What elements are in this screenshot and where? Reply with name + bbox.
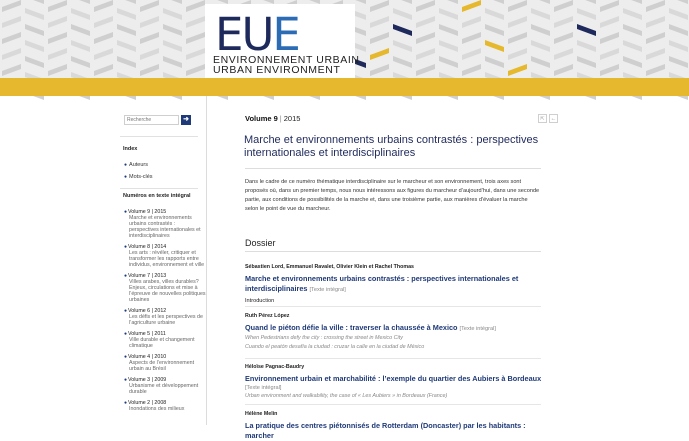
volume-label [245, 114, 300, 123]
pattern-chevron [600, 16, 619, 28]
pattern-chevron [531, 56, 550, 68]
pattern-chevron [600, 48, 619, 60]
volume-number: Volume 9 [245, 114, 278, 123]
pattern-chevron [94, 0, 113, 12]
volume-desc: Marche et environnements urbains contrastés : perspectives internationales et interdisciplinaires [129, 215, 201, 239]
pattern-chevron [462, 0, 481, 12]
pattern-chevron [140, 32, 159, 44]
divider [245, 251, 541, 252]
pattern-chevron [117, 8, 136, 20]
article-authors: Sébastien Lord, Emmanuel Ravalet, Olivier Klein et Rachel Thomas [245, 264, 414, 270]
volume-desc: Les arts : révéler, critiquer et transformer les rapports entre individus, environnement et ville [129, 250, 205, 268]
article-subtitle: Introduction [245, 298, 275, 304]
pattern-chevron [2, 48, 21, 60]
pattern-chevron [439, 24, 458, 36]
bullet-icon: ● [124, 308, 128, 314]
article-divider [245, 358, 541, 359]
pattern-chevron [646, 16, 665, 28]
pattern-chevron [554, 64, 573, 76]
pattern-chevron [577, 56, 596, 68]
pattern-chevron [462, 16, 481, 28]
pattern-chevron [117, 40, 136, 52]
pattern-chevron [669, 56, 688, 68]
pattern-chevron [25, 24, 44, 36]
volume-item[interactable] [124, 354, 206, 372]
pattern-chevron [25, 56, 44, 68]
pattern-chevron [25, 40, 44, 52]
header-yellow-band [0, 78, 689, 96]
pattern-chevron [163, 40, 182, 52]
pattern-chevron [669, 24, 688, 36]
pattern-chevron [531, 8, 550, 20]
index-link-label: Mots-clés [129, 174, 153, 180]
nav-up-button[interactable] [538, 114, 547, 123]
article-translation-en: Urban environment and walkability, the case of « Les Aubiers » in Bordeaux (France) [245, 393, 448, 399]
volume-desc: Aspects de l’environnement urbain au Brésil [129, 360, 195, 372]
pattern-chevron [393, 56, 412, 68]
pattern-chevron [71, 24, 90, 36]
bullet-icon: ● [124, 209, 128, 215]
pattern-chevron [48, 48, 67, 60]
article-title [245, 374, 545, 384]
arrow-right-icon: ➜ [183, 116, 189, 123]
pattern-chevron [140, 64, 159, 76]
pattern-chevron [531, 0, 550, 4]
pattern-chevron [71, 0, 90, 4]
section-heading-dossier: Dossier [245, 238, 276, 248]
pattern-chevron [370, 0, 389, 12]
bullet-icon: ● [124, 244, 128, 250]
pattern-chevron [94, 64, 113, 76]
pattern-chevron [416, 64, 435, 76]
pattern-chevron [370, 64, 389, 76]
pattern-chevron [554, 0, 573, 12]
pattern-chevron [462, 32, 481, 44]
volume-label: Volume 8 | 2014 [128, 244, 167, 250]
pattern-chevron [117, 24, 136, 36]
pattern-chevron [186, 16, 205, 28]
pattern-chevron [439, 8, 458, 20]
full-text-link[interactable]: [Texte intégral] [245, 385, 282, 391]
sidebar-divider [120, 136, 198, 137]
pattern-chevron [2, 64, 21, 76]
pattern-chevron [2, 16, 21, 28]
bullet-icon: ● [124, 331, 128, 337]
issues-heading: Numéros en texte intégral [123, 193, 191, 199]
pattern-chevron [669, 40, 688, 52]
sidebar [0, 96, 207, 425]
full-text-link[interactable]: [Texte intégral] [459, 326, 496, 332]
pattern-chevron [25, 8, 44, 20]
pattern-chevron [370, 32, 389, 44]
volume-label: Volume 4 | 2010 [128, 354, 167, 360]
article-title-link[interactable]: Environnement urbain et marchabilité : l’exemple du quartier des Aubiers à Bordeaux [245, 374, 542, 383]
pattern-chevron [623, 0, 642, 4]
index-link-label: Auteurs [129, 162, 148, 168]
pattern-chevron [577, 0, 596, 4]
pattern-chevron [393, 40, 412, 52]
article-authors: Hélène Melin [245, 411, 278, 417]
pattern-chevron [186, 32, 205, 44]
volume-item[interactable] [124, 273, 206, 303]
pattern-chevron [2, 32, 21, 44]
logo-subtitle-en: URBAN ENVIRONMENT [213, 64, 341, 76]
index-heading: Index [123, 146, 138, 152]
logo[interactable] [215, 8, 299, 61]
volume-year: 2015 [283, 114, 301, 123]
pattern-chevron [554, 32, 573, 44]
article-entry [245, 364, 545, 401]
pattern-chevron [554, 16, 573, 28]
volume-label: Volume 5 | 2011 [128, 331, 166, 337]
sidebar-divider [120, 188, 198, 189]
article-title [245, 323, 545, 334]
volume-label: Volume 7 | 2013 [128, 273, 167, 279]
volume-list [124, 209, 206, 417]
pattern-chevron [485, 8, 504, 20]
volume-label: Volume 2 | 2008 [128, 400, 167, 406]
bullet-icon: ● [124, 354, 128, 360]
volume-desc: Urbanisme et développement durable [129, 383, 199, 395]
bullet-icon: ● [124, 377, 128, 383]
pattern-chevron [140, 0, 159, 12]
issue-intro: Dans le cadre de ce numéro thématique interdisciplinaire sur le marcheur et son environnement, trois axes sont proposés où, dans un premier temps, nous nous intéressons aux figures du marcheur d’aujourd’hui, dans une seconde partie, aux conditions de possibilités de la marche et, dans une troisième partie, aux manières d’évaluer la marche selon le point de vue du marcheur. [245, 179, 540, 212]
pattern-chevron [623, 24, 642, 36]
pattern-chevron [439, 40, 458, 52]
pattern-chevron [393, 24, 412, 36]
pattern-chevron [577, 8, 596, 20]
article-translation-es: Cuando el peatón desafía la ciudad : cruzar la calle en la ciudad de México [245, 344, 425, 350]
issue-title: Marche et environnements urbains contrastés : perspectives internationales et interdisciplinaires [244, 134, 539, 159]
pattern-chevron [646, 64, 665, 76]
index-link-authors[interactable] [124, 162, 148, 168]
bullet-icon: ● [124, 273, 128, 279]
logo-letter-u: U [241, 8, 273, 61]
pattern-chevron [2, 0, 21, 12]
pattern-chevron [393, 8, 412, 20]
pattern-chevron [669, 0, 688, 4]
pattern-chevron [186, 0, 205, 12]
header-banner [0, 0, 689, 78]
volume-item[interactable] [124, 400, 206, 412]
volume-desc: Villes arabes, villes durables? Enjeux, circulations et mise à l’épreuve de nouvelles politiques urbaines [129, 279, 206, 303]
pattern-chevron [163, 24, 182, 36]
pattern-chevron [623, 8, 642, 20]
pattern-chevron [163, 8, 182, 20]
pattern-chevron [94, 16, 113, 28]
pattern-chevron [600, 64, 619, 76]
pattern-chevron [370, 16, 389, 28]
article-title-link[interactable]: Quand le piéton défie la ville : traverser la chaussée à Mexico [245, 323, 458, 332]
pattern-chevron [48, 32, 67, 44]
article-title [245, 421, 545, 441]
pattern-chevron [646, 0, 665, 12]
pattern-chevron [508, 32, 527, 44]
article-title-link[interactable]: La pratique des centres piétonnisés de Rotterdam (Doncaster) par les habitants : marcher [245, 421, 526, 440]
pattern-chevron [416, 32, 435, 44]
pattern-chevron [117, 0, 136, 4]
article-entry [245, 313, 545, 352]
logo-subtitle-fr: ENVIRONNEMENT URBAIN [213, 54, 360, 66]
pattern-chevron [48, 16, 67, 28]
volume-item[interactable] [124, 308, 206, 326]
volume-item[interactable] [124, 377, 206, 395]
pattern-chevron [531, 24, 550, 36]
pattern-chevron [163, 0, 182, 4]
pattern-chevron [48, 64, 67, 76]
search-input[interactable] [124, 115, 179, 125]
pattern-chevron [577, 40, 596, 52]
pattern-chevron [623, 40, 642, 52]
search-button[interactable] [181, 115, 191, 125]
up-arrow-icon: ⇱ [540, 116, 545, 122]
divider [245, 168, 541, 169]
pattern-chevron [94, 48, 113, 60]
main-content [208, 96, 689, 440]
pattern-chevron [186, 48, 205, 60]
volume-label: Volume 6 | 2012 [128, 308, 167, 314]
pattern-chevron [508, 16, 527, 28]
bullet-icon: ● [124, 162, 128, 168]
logo-letter-e: E [215, 8, 242, 61]
pattern-chevron [140, 48, 159, 60]
volume-label: Volume 9 | 2015 [128, 209, 167, 215]
pattern-chevron [439, 56, 458, 68]
index-link-keywords[interactable] [124, 174, 153, 180]
pattern-chevron [439, 0, 458, 4]
article-title-link[interactable]: Marche et environnements urbains contrastés : perspectives internationales et interdisciplinaires [245, 274, 519, 293]
pattern-chevron [554, 48, 573, 60]
volume-label: Volume 3 | 2009 [128, 377, 167, 383]
pattern-chevron [577, 24, 596, 36]
volume-desc: Inondations des milieux [129, 406, 185, 412]
logo-letter-e-blue: E [272, 8, 299, 61]
arrow-left-icon: ← [550, 116, 557, 122]
pattern-chevron [71, 8, 90, 20]
pattern-chevron [94, 32, 113, 44]
volume-desc: Ville durable et changement climatique [129, 337, 195, 349]
pattern-chevron [71, 56, 90, 68]
pattern-chevron [462, 64, 481, 76]
pattern-chevron [393, 0, 412, 4]
pattern-chevron [646, 32, 665, 44]
pattern-chevron [623, 56, 642, 68]
article-divider [245, 306, 541, 307]
nav-previous-button[interactable] [549, 114, 558, 123]
pattern-chevron [416, 48, 435, 60]
pattern-chevron [531, 40, 550, 52]
pattern-chevron [600, 32, 619, 44]
volume-desc: Les défis et les perspectives de l’agriculture urbaine [129, 314, 203, 326]
pattern-chevron [416, 0, 435, 12]
pattern-chevron [140, 16, 159, 28]
pattern-chevron [508, 0, 527, 12]
volume-item[interactable] [124, 244, 206, 268]
article-translation-en: When Pedestrians defy the city : crossing the street in Mexico City [245, 335, 403, 341]
full-text-link[interactable]: [Texte intégral] [309, 287, 346, 293]
article-divider [245, 404, 541, 405]
article-authors: Ruth Pérez López [245, 313, 290, 319]
pattern-chevron [163, 56, 182, 68]
article-entry [245, 264, 545, 305]
pattern-chevron [485, 56, 504, 68]
pattern-chevron [646, 48, 665, 60]
article-title [245, 274, 545, 295]
pattern-chevron [508, 64, 527, 76]
pattern-chevron [508, 48, 527, 60]
pattern-chevron [48, 0, 67, 12]
pattern-chevron [485, 24, 504, 36]
pattern-chevron [186, 64, 205, 76]
bullet-icon: ● [124, 174, 128, 180]
pattern-chevron [600, 0, 619, 12]
pattern-chevron [370, 48, 389, 60]
pattern-chevron [485, 40, 504, 52]
pattern-chevron [25, 0, 44, 4]
article-authors: Héloïse Pagnac-Baudry [245, 364, 305, 370]
pattern-chevron [416, 16, 435, 28]
bullet-icon: ● [124, 400, 128, 406]
volume-item[interactable] [124, 331, 206, 349]
volume-item[interactable] [124, 209, 206, 239]
pattern-chevron [117, 56, 136, 68]
pattern-chevron [462, 48, 481, 60]
pattern-chevron [71, 40, 90, 52]
pattern-chevron [485, 0, 504, 4]
article-entry [245, 411, 545, 441]
volume-separator: | [279, 114, 282, 123]
pattern-chevron [669, 8, 688, 20]
